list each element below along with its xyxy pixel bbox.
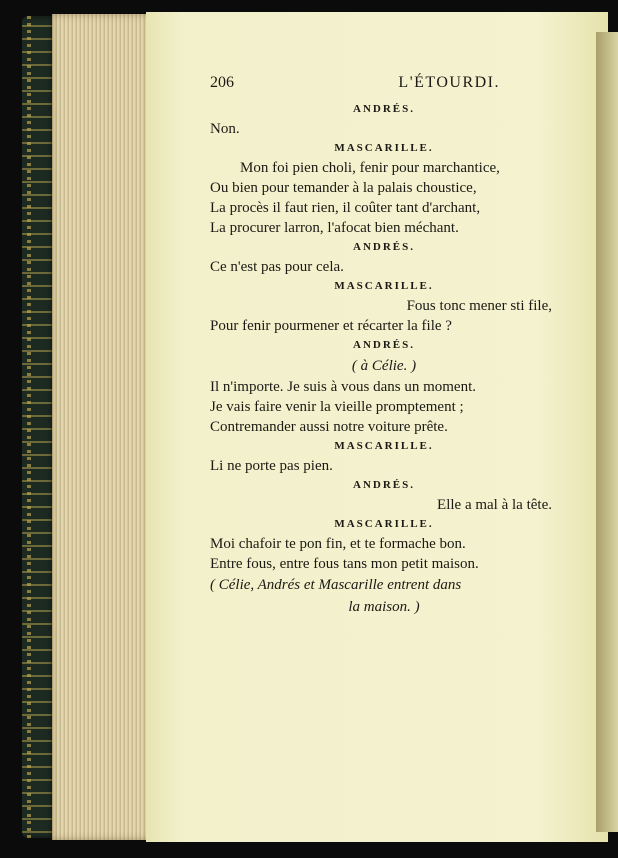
speaker-name: ANDRÉS. xyxy=(353,339,415,351)
verse-line: Mon foi pien choli, fenir pour marchantice, xyxy=(240,160,500,176)
page-edges xyxy=(52,14,150,840)
verse-line: Fous tonc mener sti file, xyxy=(406,298,552,314)
page-text xyxy=(210,74,558,618)
running-title: L'ÉTOURDI. xyxy=(398,74,500,91)
verse-line: Li ne porte pas pien. xyxy=(210,458,333,474)
stage-direction-line-1: ( Célie, Andrés et Mascarille entrent dans xyxy=(210,577,462,593)
book-spine xyxy=(22,16,56,838)
verse-line: Non. xyxy=(210,121,240,137)
verse-line: Ou bien pour temander à la palais choustice, xyxy=(210,180,477,196)
page-number: 206 xyxy=(210,74,234,91)
speaker-name: MASCARILLE. xyxy=(334,280,434,292)
speaker-name: ANDRÉS. xyxy=(353,241,415,253)
verse-line: Moi chafoir te pon fin, et te formache bon. xyxy=(210,536,466,552)
facing-page-edge xyxy=(596,32,618,832)
verse-line: Elle a mal à la tête. xyxy=(437,497,552,513)
verse-line: La procurer larron, l'afocat bien méchant. xyxy=(210,220,459,236)
verse-line: Il n'importe. Je suis à vous dans un moment. xyxy=(210,379,477,395)
verse-line: Je vais faire venir la vieille promptement ; xyxy=(210,399,464,415)
verse-line: Contremander aussi notre voiture prête. xyxy=(210,419,448,435)
play-text xyxy=(210,100,558,618)
speaker-name: MASCARILLE. xyxy=(334,518,434,530)
verse-line: Ce n'est pas pour cela. xyxy=(210,259,344,275)
stage-direction-line-2: la maison. ) xyxy=(348,599,420,615)
speaker-name: MASCARILLE. xyxy=(334,440,434,452)
verse-line: Pour fenir pourmener et récarter la file ? xyxy=(210,318,452,334)
speaker-name: ANDRÉS. xyxy=(353,479,415,491)
verse-line: Entre fous, entre fous tans mon petit maison. xyxy=(210,556,479,572)
speaker-name: MASCARILLE. xyxy=(334,142,434,154)
page-header xyxy=(210,74,558,100)
speaker-name: ANDRÉS. xyxy=(353,103,415,115)
stage-direction: ( à Célie. ) xyxy=(351,358,417,374)
closing-stage-direction xyxy=(210,574,558,618)
verse-line: La procès il faut rien, il coûter tant d'archant, xyxy=(210,200,481,216)
